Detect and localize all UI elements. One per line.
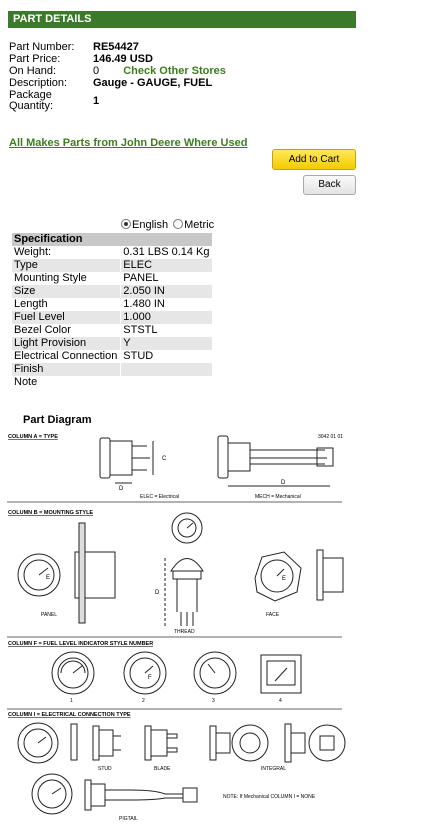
part-price-value: 146.49 USD <box>93 53 153 65</box>
spec-value: Y <box>121 337 212 350</box>
spec-value: 1.000 <box>121 311 212 324</box>
spec-label: Type <box>12 259 121 272</box>
table-row <box>12 272 212 285</box>
style-4-number: 4 <box>279 698 282 704</box>
thread-dim-d: D <box>155 590 160 596</box>
fuel-style-2-drawing <box>124 652 166 694</box>
package-label: Package <box>9 89 52 101</box>
on-hand-value-wrap <box>93 66 226 77</box>
integral-label: INTEGRAL <box>261 766 287 772</box>
diagram-note: NOTE: If Mechanical COLUMN I = NONE <box>223 794 316 800</box>
mech-dim-d-label: D <box>281 480 286 486</box>
style-1-number: 1 <box>70 698 73 704</box>
add-to-cart-button[interactable]: Add to Cart <box>272 149 356 170</box>
spec-header: Specification <box>12 233 212 246</box>
diagram-ref: 3042 01 01 <box>318 434 344 440</box>
col-b-label: COLUMN B = MOUNTING STYLE <box>8 510 94 516</box>
english-radio[interactable] <box>121 219 131 229</box>
style-3-number: 3 <box>212 698 215 704</box>
metric-radio[interactable] <box>173 219 183 229</box>
description-label: Description: <box>9 77 68 89</box>
mech-gauge-drawing <box>218 436 333 486</box>
spec-value: ELEC <box>121 259 212 272</box>
spec-label: Bezel Color <box>14 324 71 336</box>
fuel-style-4-drawing <box>261 655 301 693</box>
col-a-label: COLUMN A = TYPE <box>8 434 58 440</box>
table-row <box>12 324 212 337</box>
spec-value: STUD <box>121 350 212 363</box>
pigtail-label: PIGTAIL <box>119 816 138 822</box>
part-number-row <box>9 41 139 53</box>
on-hand-row <box>9 65 226 77</box>
on-hand-label: On Hand: <box>9 65 57 77</box>
thread-label: THREAD <box>174 629 195 635</box>
part-price-label: Part Price: <box>9 53 61 65</box>
table-row <box>12 311 212 324</box>
package-quantity-value: 1 <box>93 95 100 107</box>
spec-header-row <box>12 233 212 246</box>
elec-gauge-drawing <box>100 438 167 492</box>
stud-drawing <box>93 726 121 760</box>
face-gauge-drawing <box>255 550 343 601</box>
col-f-label: COLUMN F = FUEL LEVEL INDICATOR STYLE NUMBER <box>8 641 154 647</box>
face-e-mark: E <box>282 576 287 582</box>
specification-table <box>12 233 212 389</box>
spec-label: Mounting Style <box>14 272 87 284</box>
table-row <box>12 246 212 259</box>
part-diagram-title: Part Diagram <box>23 414 92 426</box>
spec-label: Weight: <box>14 246 52 258</box>
spec-value: STSTL <box>121 324 212 337</box>
table-row <box>12 376 212 389</box>
all-makes-link[interactable]: All Makes Parts from John Deere Where Used <box>9 137 248 149</box>
spec-value: PANEL <box>121 272 212 285</box>
spec-label: Electrical Connection <box>14 350 118 362</box>
part-number-value: RE54427 <box>93 41 139 53</box>
description-value: Gauge - GAUGE, FUEL <box>93 77 213 89</box>
spec-label: Fuel Level <box>12 311 121 324</box>
table-row <box>12 337 212 350</box>
spec-label: Size <box>12 285 121 298</box>
face-label: FACE <box>266 612 280 618</box>
elec-label: ELEC = Electrical <box>140 494 180 500</box>
part-diagram <box>5 428 355 828</box>
on-hand-value: 0 <box>93 65 100 77</box>
spec-value: 0.31 LBS 0.14 Kg <box>121 246 212 259</box>
connection-gauge-drawing <box>18 723 77 763</box>
table-row <box>12 285 212 298</box>
panel-gauge-drawing <box>18 523 115 623</box>
style-2-number: 2 <box>142 698 145 704</box>
integral-drawing <box>210 724 345 762</box>
table-row <box>12 259 212 272</box>
spec-value <box>121 376 212 389</box>
english-label: English <box>132 219 169 231</box>
spec-value: 1.480 IN <box>121 298 212 311</box>
metric-label: Metric <box>184 219 215 231</box>
spec-value: 2.050 IN <box>121 285 212 298</box>
section-header: PART DETAILS <box>8 11 356 28</box>
dim-c-label: C <box>162 456 167 462</box>
spec-label: Length <box>14 298 48 310</box>
quantity-label: Quantity: <box>9 100 54 112</box>
spec-value <box>121 363 212 376</box>
table-row <box>12 350 212 363</box>
table-row <box>12 298 212 311</box>
col-i-label: COLUMN I = ELECTRICAL CONNECTION TYPE <box>8 712 131 718</box>
panel-e-mark: E <box>46 575 51 581</box>
stud-label: STUD <box>98 766 112 772</box>
dim-d-label: D <box>119 486 124 492</box>
fuel-style-1-drawing <box>52 652 94 694</box>
check-other-stores-link[interactable]: Check Other Stores <box>123 65 226 77</box>
style-2-f-mark: F <box>148 675 152 681</box>
part-price-row <box>9 53 153 65</box>
spec-label: Note <box>14 376 38 388</box>
part-number-label: Part Number: <box>9 41 75 53</box>
blade-label: BLADE <box>154 766 171 772</box>
unit-toggle <box>121 219 214 231</box>
description-row <box>9 77 213 89</box>
mech-label: MECH = Mechanical <box>255 494 301 500</box>
spec-label: Light Provision <box>12 337 121 350</box>
blade-drawing <box>145 726 177 760</box>
package-quantity-row <box>9 89 100 112</box>
spec-label: Finish <box>12 363 121 376</box>
pigtail-drawing <box>32 774 197 814</box>
back-button[interactable]: Back <box>303 175 356 195</box>
panel-label: PANEL <box>41 612 58 618</box>
table-row <box>12 363 212 376</box>
fuel-style-3-drawing <box>194 652 236 694</box>
thread-gauge-drawing <box>155 513 203 628</box>
